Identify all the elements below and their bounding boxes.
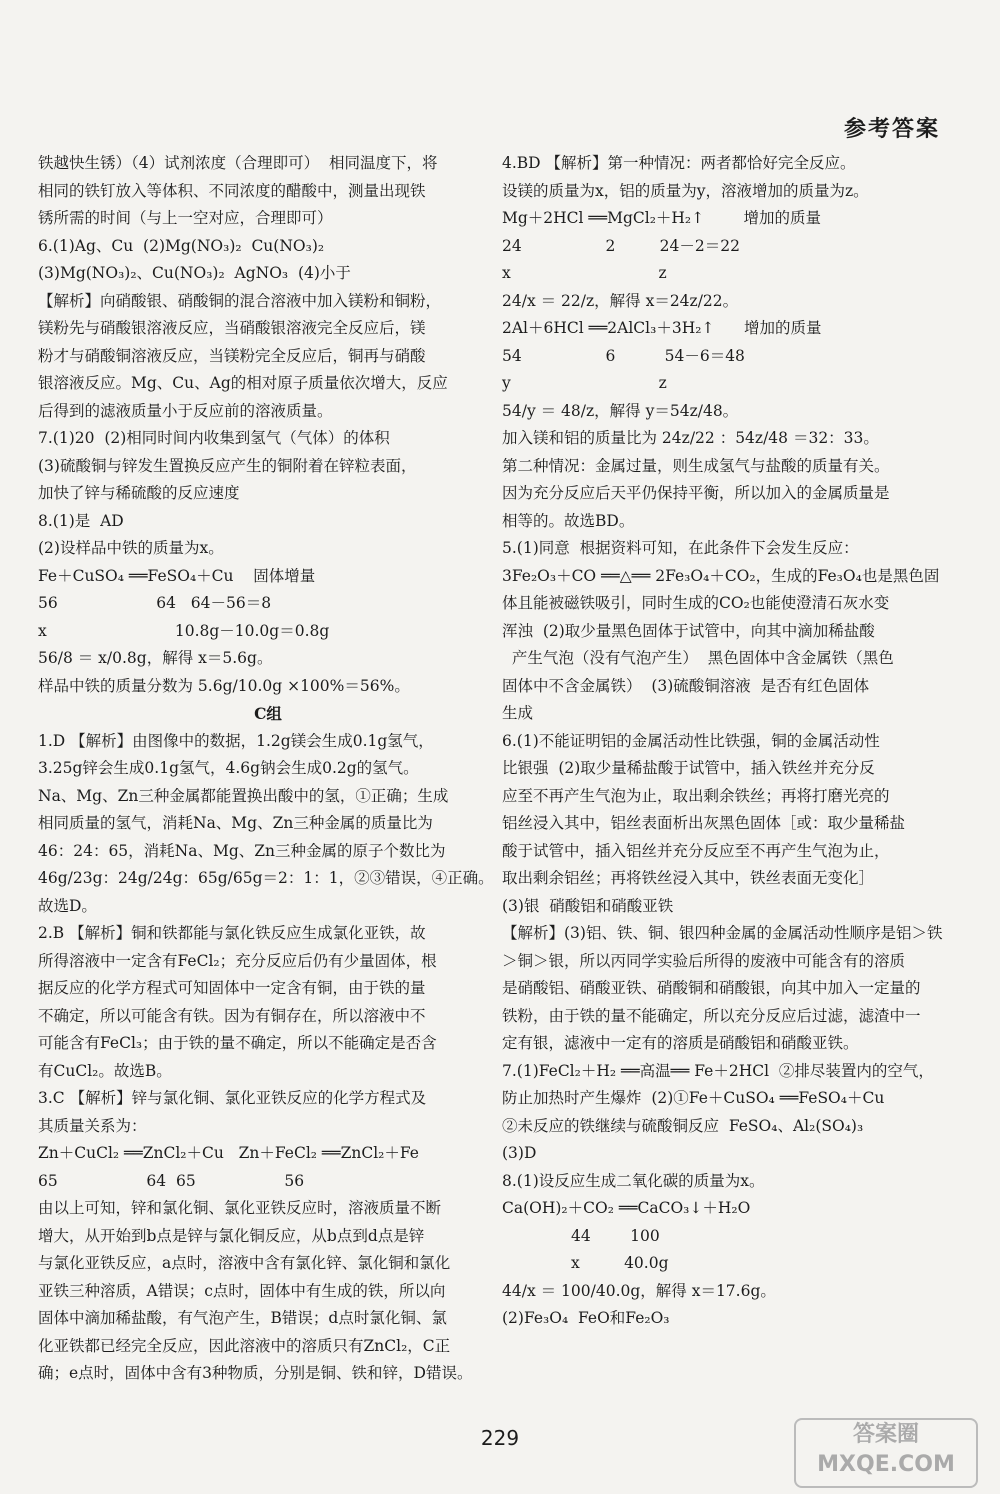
text-line: x z: [502, 264, 667, 282]
text-line: ＞铜＞银，所以丙同学实验后所得的废液中可能含有的溶质: [502, 951, 906, 970]
text-line: (3)D: [502, 1144, 537, 1162]
left-column: [38, 150, 498, 1388]
text-line: 4.BD 【解析】第一种情况：两者都恰好完全反应。: [502, 154, 856, 172]
right-column: [502, 150, 972, 1333]
text-line: 7.(1)20 (2)相同时间内收集到氢气（气体）的体积: [38, 429, 390, 447]
text-line: x 40.0g: [502, 1254, 669, 1272]
page-header: 参考答案: [843, 117, 940, 142]
text-line: 56 64 64－56＝8: [38, 594, 272, 612]
text-line: 加快了锌与稀硫酸的反应速度: [38, 484, 240, 502]
text-line: 24/x ＝ 22/z，解得 x＝24z/22。: [502, 291, 739, 310]
text-line: 24 2 24－2＝22: [502, 236, 740, 255]
text-line: 体且能被磁铁吸引，同时生成的CO₂也能使澄清石灰水变: [502, 594, 890, 612]
text-line: 应至不再产生气泡为止，取出剩余铁丝；再将打磨光亮的: [502, 786, 890, 805]
text-line: 3.25g锌会生成0.1g氢气，4.6g钠会生成0.2g的氢气。: [38, 759, 419, 777]
text-line: 5.(1)同意 根据资料可知，在此条件下会发生反应：: [502, 539, 859, 557]
text-line: 据反应的化学方程式可知固体中一定含有铜，由于铁的量: [38, 979, 426, 997]
text-line: 银溶液反应。Mg、Cu、Ag的相对原子质量依次增大，反应: [38, 374, 448, 392]
text-line: 65 64 65 56: [38, 1171, 305, 1190]
text-line: 有CuCl₂。故选B。: [38, 1061, 172, 1080]
text-line: 相同质量的氢气，消耗Na、Mg、Zn三种金属的质量比为: [38, 814, 433, 832]
text-line: 产生气泡（没有气泡产生） 黑色固体中含金属铁（黑色: [502, 649, 894, 667]
text-line: 6.(1)不能证明铝的金属活动性比铁强，铜的金属活动性: [502, 731, 880, 750]
text-line: 铁越快生锈）（4）试剂浓度（合理即可） 相同温度下，将: [38, 154, 438, 172]
text-line: 铝丝浸入其中，铝丝表面析出灰黑色固体［或：取少量稀盐: [502, 814, 906, 832]
text-line: 3.C 【解析】锌与氯化铜、氯化亚铁反应的化学方程式及: [38, 1089, 427, 1107]
text-line: 镁粉先与硝酸银溶液反应，当硝酸银溶液完全反应后，镁: [38, 319, 426, 337]
text-line: 其质量关系为：: [38, 1116, 147, 1135]
text-line: 54/y ＝ 48/z，解得 y＝54z/48。: [502, 401, 739, 420]
text-line: (3)硫酸铜与锌发生置换反应产生的铜附着在锌粒表面，: [38, 456, 417, 475]
text-line: 增大，从开始到b点是锌与氯化铜反应，从b点到d点是锌: [38, 1226, 425, 1245]
text-line: 54 6 54－6＝48: [502, 346, 745, 365]
page-number: 229: [480, 1426, 520, 1450]
text-line: 设镁的质量为x，铝的质量为y，溶液增加的质量为z。: [502, 181, 869, 200]
text-line: 44/x ＝ 100/40.0g，解得 x＝17.6g。: [502, 1281, 776, 1300]
text-line: Zn＋CuCl₂ ══ZnCl₂＋Cu Zn＋FeCl₂ ══ZnCl₂＋Fe: [38, 1144, 419, 1162]
text-line: 7.(1)FeCl₂＋H₂ ══高温══ Fe＋2HCl ②排尽装置内的空气，: [502, 1061, 934, 1080]
text-line: Mg＋2HCl ══MgCl₂＋H₂↑ 增加的质量: [502, 209, 822, 227]
text-line: 化亚铁都已经完全反应，因此溶液中的溶质只有ZnCl₂，C正: [38, 1336, 451, 1355]
text-line: 相等的。故选BD。: [502, 511, 635, 530]
text-line: 46g/23g：24g/24g：65g/65g＝2：1：1，②③错误，④正确。故选D。: [38, 869, 494, 915]
text-line: 1.D 【解析】由图像中的数据，1.2g镁会生成0.1g氢气，: [38, 731, 434, 750]
text-line: 相同的铁钉放入等体积、不同浓度的醋酸中，测量出现铁: [38, 181, 426, 200]
text-line: 56/8 ＝ x/0.8g，解得 x＝5.6g。: [38, 649, 273, 667]
text-line: 是硝酸铝、硝酸亚铁、硝酸铜和硝酸银，向其中加入一定量的: [502, 979, 921, 997]
text-line: 锈所需的时间（与上一空对应，合理即可）: [38, 209, 333, 227]
text-line: Ca(OH)₂＋CO₂ ══CaCO₃↓＋H₂O: [502, 1199, 751, 1217]
text-line: 生成: [502, 704, 534, 722]
text-line: 固体中滴加稀盐酸，有气泡产生，B错误；d点时氯化铜、氯: [38, 1309, 447, 1327]
text-line: 不确定，所以可能含有铁。因为有铜存在，所以溶液中不: [38, 1006, 426, 1025]
text-line: 【解析】(3)铝、铁、铜、银四种金属的金属活动性顺序是铝＞铁: [502, 924, 943, 942]
text-line: 固体中不含金属铁） (3)硫酸铜溶液 是否有红色固体: [502, 676, 870, 695]
text-line: 【解析】向硝酸银、硝酸铜的混合溶液中加入镁粉和铜粉，: [38, 291, 442, 310]
text-line: 第二种情况：金属过量，则生成氢气与盐酸的质量有关。: [502, 456, 890, 475]
text-line: 8.(1)设反应生成二氧化碳的质量为x。: [502, 1171, 765, 1190]
text-line: 亚铁三种溶质，A错误；c点时，固体中有生成的铁，所以向: [38, 1281, 446, 1300]
text-line: 加入镁和铝的质量比为 24z/22 ：54z/48 ＝32：33。: [502, 429, 879, 447]
text-line: 由以上可知，锌和氯化铜、氯化亚铁反应时，溶液质量不断: [38, 1199, 442, 1217]
text-line: (3)Mg(NO₃)₂、Cu(NO₃)₂ AgNO₃ (4)小于: [38, 264, 351, 282]
text-line: 确；e点时，固体中含有3种物质，分别是铜、铁和锌，D错误。: [38, 1364, 473, 1382]
text-line: 酸于试管中，插入铝丝并充分反应至不再产生气泡为止，: [502, 841, 890, 860]
text-line: 防止加热时产生爆炸 (2)①Fe＋CuSO₄ ══FeSO₄＋Cu: [502, 1089, 885, 1107]
text-line: (2)设样品中铁的质量为x。: [38, 539, 224, 557]
text-line: 44 100: [502, 1226, 660, 1245]
text-line: 粉才与硝酸铜溶液反应，当镁粉完全反应后，铜再与硝酸: [38, 346, 426, 365]
text-line: 因为充分反应后天平仍保持平衡，所以加入的金属质量是: [502, 484, 890, 502]
text-line: 可能含有FeCl₃；由于铁的量不确定，所以不能确定是否含: [38, 1034, 437, 1052]
text-line: 后得到的滤液质量小于反应前的溶液质量。: [38, 401, 333, 420]
text-line: x 10.8g－10.0g＝0.8g: [38, 621, 330, 640]
text-line: 6.(1)Ag、Cu (2)Mg(NO₃)₂ Cu(NO₃)₂: [38, 236, 325, 255]
text-line: 取出剩余铝丝；再将铁丝浸入其中，铁丝表面无变化］: [502, 869, 875, 887]
text-line: 46：24：65，消耗Na、Mg、Zn三种金属的原子个数比为: [38, 841, 446, 860]
text-line: 3Fe₂O₃＋CO ══△══ 2Fe₃O₄＋CO₂，生成的Fe₃O₄也是黑色固: [502, 566, 940, 585]
text-line: (2)Fe₃O₄ FeO和Fe₂O₃: [502, 1309, 670, 1327]
text-line: 铁粉，由于铁的量不能确定，所以充分反应后过滤，滤渣中一: [502, 1006, 921, 1025]
text-line: 与氯化亚铁反应，a点时，溶液中含有氯化锌、氯化铜和氯化: [38, 1254, 451, 1272]
text-line: 比银强 (2)取少量稀盐酸于试管中，插入铁丝并充分反: [502, 759, 875, 777]
text-line: 2.B 【解析】铜和铁都能与氯化铁反应生成氯化亚铁，故: [38, 924, 426, 942]
text-line: 定有银，滤液中一定有的溶质是硝酸铝和硝酸亚铁。: [502, 1034, 859, 1052]
watermark-logo: 答案圈 MXQE.COM: [794, 1418, 978, 1488]
text-line: 2Al＋6HCl ══2AlCl₃＋3H₂↑ 增加的质量: [502, 319, 822, 337]
text-line: 8.(1)是 AD: [38, 511, 124, 530]
text-line: 浑浊 (2)取少量黑色固体于试管中，向其中滴加稀盐酸: [502, 621, 875, 640]
text-line: (3)银 硝酸铝和硝酸亚铁: [502, 896, 674, 915]
text-line: 样品中铁的质量分数为 5.6g/10.0g ×100%＝56%。: [38, 676, 410, 695]
text-line: Fe＋CuSO₄ ══FeSO₄＋Cu 固体增量: [38, 566, 316, 585]
text-line: Na、Mg、Zn三种金属都能置换出酸中的氢，①正确；生成: [38, 786, 449, 805]
text-line: 所得溶液中一定含有FeCl₂；充分反应后仍有少量固体，根: [38, 951, 437, 970]
text-line: C组: [254, 704, 282, 723]
text-line: ②未反应的铁继续与硫酸铜反应 FeSO₄、Al₂(SO₄)₃: [502, 1116, 864, 1135]
text-line: y z: [502, 374, 667, 392]
